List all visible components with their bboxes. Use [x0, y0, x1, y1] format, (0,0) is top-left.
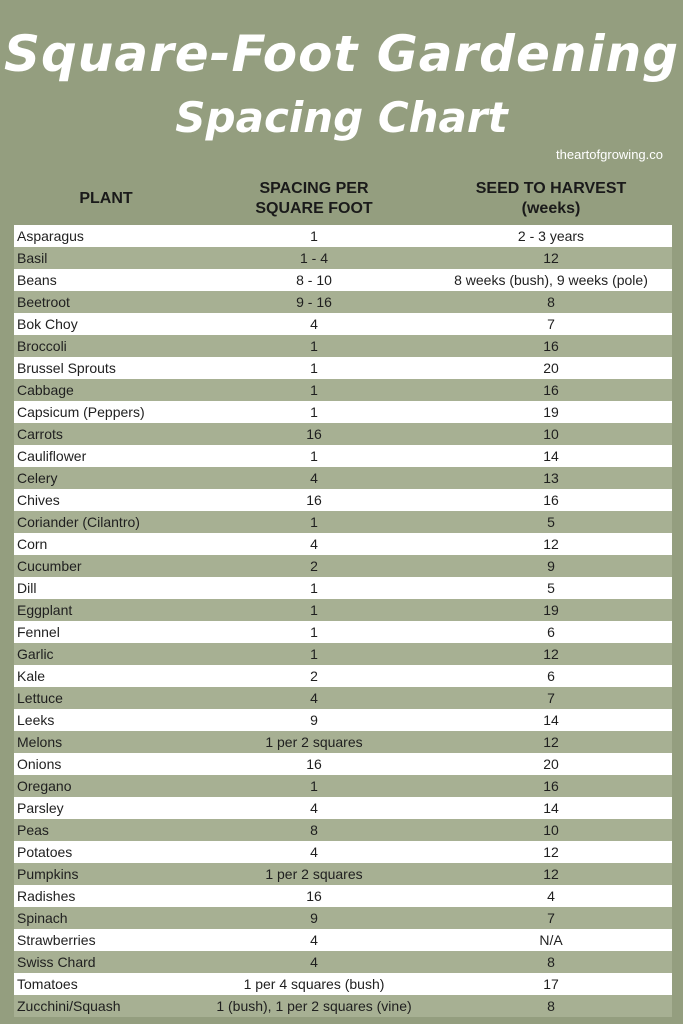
cell-spacing: 1	[310, 778, 318, 794]
cell-plant: Carrots	[17, 426, 63, 442]
cell-harvest: 8 weeks (bush), 9 weeks (pole)	[454, 272, 648, 288]
cell-plant: Bok Choy	[17, 316, 78, 332]
source-credit: theartofgrowing.co	[556, 147, 663, 162]
cell-harvest: 12	[543, 734, 559, 750]
cell-plant: Lettuce	[17, 690, 63, 706]
table-row	[14, 489, 672, 511]
cell-plant: Zucchini/Squash	[17, 998, 121, 1014]
cell-harvest: 16	[543, 338, 559, 354]
cell-harvest: 19	[543, 602, 559, 618]
cell-plant: Cabbage	[17, 382, 74, 398]
cell-plant: Leeks	[17, 712, 55, 728]
cell-plant: Melons	[17, 734, 63, 750]
cell-spacing: 4	[310, 316, 318, 332]
cell-harvest: 12	[543, 844, 559, 860]
table-row	[14, 929, 672, 951]
cell-harvest: 6	[547, 668, 555, 684]
cell-spacing: 4	[310, 932, 318, 948]
cell-harvest: 10	[543, 822, 559, 838]
cell-plant: Broccoli	[17, 338, 67, 354]
cell-spacing: 16	[306, 888, 322, 904]
cell-harvest: 14	[543, 712, 559, 728]
table-row	[14, 841, 672, 863]
cell-spacing: 8	[310, 822, 318, 838]
cell-harvest: 14	[543, 448, 559, 464]
cell-spacing: 1	[310, 602, 318, 618]
table-row	[14, 995, 672, 1017]
cell-spacing: 1	[310, 646, 318, 662]
cell-harvest: 8	[547, 294, 555, 310]
cell-spacing: 1	[310, 514, 318, 530]
cell-plant: Pumpkins	[17, 866, 79, 882]
cell-spacing: 4	[310, 536, 318, 552]
cell-plant: Dill	[17, 580, 37, 596]
cell-plant: Eggplant	[17, 602, 73, 618]
cell-plant: Potatoes	[17, 844, 73, 860]
table-row	[14, 643, 672, 665]
table-header	[14, 176, 672, 222]
cell-spacing: 1	[310, 580, 318, 596]
table-row	[14, 555, 672, 577]
table-row	[14, 291, 672, 313]
table-row	[14, 863, 672, 885]
cell-harvest: 9	[547, 558, 555, 574]
cell-plant: Radishes	[17, 888, 76, 904]
cell-plant: Tomatoes	[17, 976, 78, 992]
table-row	[14, 335, 672, 357]
table-row	[14, 797, 672, 819]
table-row	[14, 445, 672, 467]
table-row	[14, 577, 672, 599]
cell-harvest: 16	[543, 382, 559, 398]
table-row	[14, 665, 672, 687]
cell-harvest: 12	[543, 646, 559, 662]
cell-plant: Celery	[17, 470, 58, 486]
cell-harvest: 7	[547, 316, 555, 332]
cell-plant: Cauliflower	[17, 448, 87, 464]
cell-spacing: 1	[310, 360, 318, 376]
cell-plant: Fennel	[17, 624, 60, 640]
cell-harvest: 4	[547, 888, 555, 904]
cell-plant: Coriander (Cilantro)	[17, 514, 140, 530]
cell-plant: Swiss Chard	[17, 954, 96, 970]
cell-spacing: 4	[310, 954, 318, 970]
table-row	[14, 269, 672, 291]
cell-plant: Kale	[17, 668, 46, 684]
cell-harvest: 6	[547, 624, 555, 640]
table-row	[14, 423, 672, 445]
cell-plant: Parsley	[17, 800, 64, 816]
page-title: Square-Foot Gardening	[3, 25, 679, 83]
table-row	[14, 467, 672, 489]
column-header-plant: PLANT	[79, 190, 133, 207]
cell-spacing: 1	[310, 382, 318, 398]
cell-plant: Capsicum (Peppers)	[17, 404, 145, 420]
table-row	[14, 357, 672, 379]
cell-spacing: 1 per 4 squares (bush)	[243, 976, 385, 992]
cell-plant: Brussel Sprouts	[17, 360, 116, 376]
cell-spacing: 9	[310, 712, 318, 728]
cell-spacing: 16	[306, 492, 322, 508]
cell-harvest: 7	[547, 910, 555, 926]
table-row	[14, 819, 672, 841]
cell-spacing: 1	[310, 448, 318, 464]
cell-harvest: 12	[543, 866, 559, 882]
table-row	[14, 225, 672, 247]
cell-spacing: 16	[306, 426, 322, 442]
table-row	[14, 731, 672, 753]
cell-spacing: 8 - 10	[296, 272, 332, 288]
cell-spacing: 1 per 2 squares	[265, 866, 363, 882]
cell-spacing: 1	[310, 624, 318, 640]
cell-plant: Peas	[17, 822, 49, 838]
cell-harvest: 20	[543, 756, 559, 772]
spacing-table	[14, 225, 672, 1017]
column-header-spacing: SPACING PER SQUARE FOOT	[255, 180, 373, 217]
cell-harvest: 5	[547, 514, 555, 530]
cell-spacing: 1 per 2 squares	[265, 734, 363, 750]
cell-spacing: 1	[310, 404, 318, 420]
table-row	[14, 621, 672, 643]
cell-harvest: 17	[543, 976, 559, 992]
cell-spacing: 4	[310, 800, 318, 816]
cell-harvest: 7	[547, 690, 555, 706]
cell-spacing: 9	[310, 910, 318, 926]
table-row	[14, 247, 672, 269]
cell-plant: Beans	[17, 272, 57, 288]
cell-plant: Spinach	[17, 910, 68, 926]
cell-harvest: 5	[547, 580, 555, 596]
cell-harvest: 14	[543, 800, 559, 816]
cell-spacing: 2	[310, 558, 318, 574]
table-row	[14, 687, 672, 709]
table-row	[14, 599, 672, 621]
cell-plant: Strawberries	[17, 932, 96, 948]
table-row	[14, 533, 672, 555]
cell-spacing: 9 - 16	[296, 294, 332, 310]
cell-spacing: 1	[310, 338, 318, 354]
cell-spacing: 4	[310, 470, 318, 486]
cell-spacing: 4	[310, 844, 318, 860]
table-row	[14, 313, 672, 335]
table-row	[14, 511, 672, 533]
cell-plant: Oregano	[17, 778, 72, 794]
cell-plant: Asparagus	[17, 228, 84, 244]
column-header-harvest: SEED TO HARVEST (weeks)	[475, 180, 627, 217]
cell-spacing: 16	[306, 756, 322, 772]
cell-harvest: 12	[543, 536, 559, 552]
cell-plant: Corn	[17, 536, 48, 552]
cell-spacing: 1 (bush), 1 per 2 squares (vine)	[216, 998, 412, 1014]
table-row	[14, 753, 672, 775]
table-row	[14, 709, 672, 731]
cell-harvest: 8	[547, 954, 555, 970]
cell-plant: Basil	[17, 250, 48, 266]
table-row	[14, 379, 672, 401]
cell-harvest: 13	[543, 470, 559, 486]
table-row	[14, 885, 672, 907]
cell-harvest: 8	[547, 998, 555, 1014]
cell-harvest: 10	[543, 426, 559, 442]
cell-harvest: 20	[543, 360, 559, 376]
cell-spacing: 2	[310, 668, 318, 684]
table-row	[14, 951, 672, 973]
table-row	[14, 907, 672, 929]
cell-plant: Garlic	[17, 646, 54, 662]
cell-harvest: N/A	[539, 932, 563, 948]
table-row	[14, 401, 672, 423]
cell-harvest: 19	[543, 404, 559, 420]
cell-harvest: 2 - 3 years	[517, 228, 585, 244]
page-subtitle: Spacing Chart	[175, 93, 508, 142]
cell-plant: Chives	[17, 492, 60, 508]
cell-harvest: 12	[543, 250, 559, 266]
cell-spacing: 1	[310, 228, 318, 244]
cell-harvest: 16	[543, 492, 559, 508]
table-row	[14, 775, 672, 797]
cell-harvest: 16	[543, 778, 559, 794]
cell-plant: Beetroot	[17, 294, 70, 310]
cell-spacing: 4	[310, 690, 318, 706]
cell-plant: Onions	[17, 756, 62, 772]
cell-spacing: 1 - 4	[299, 250, 328, 266]
table-row	[14, 973, 672, 995]
cell-plant: Cucumber	[17, 558, 82, 574]
